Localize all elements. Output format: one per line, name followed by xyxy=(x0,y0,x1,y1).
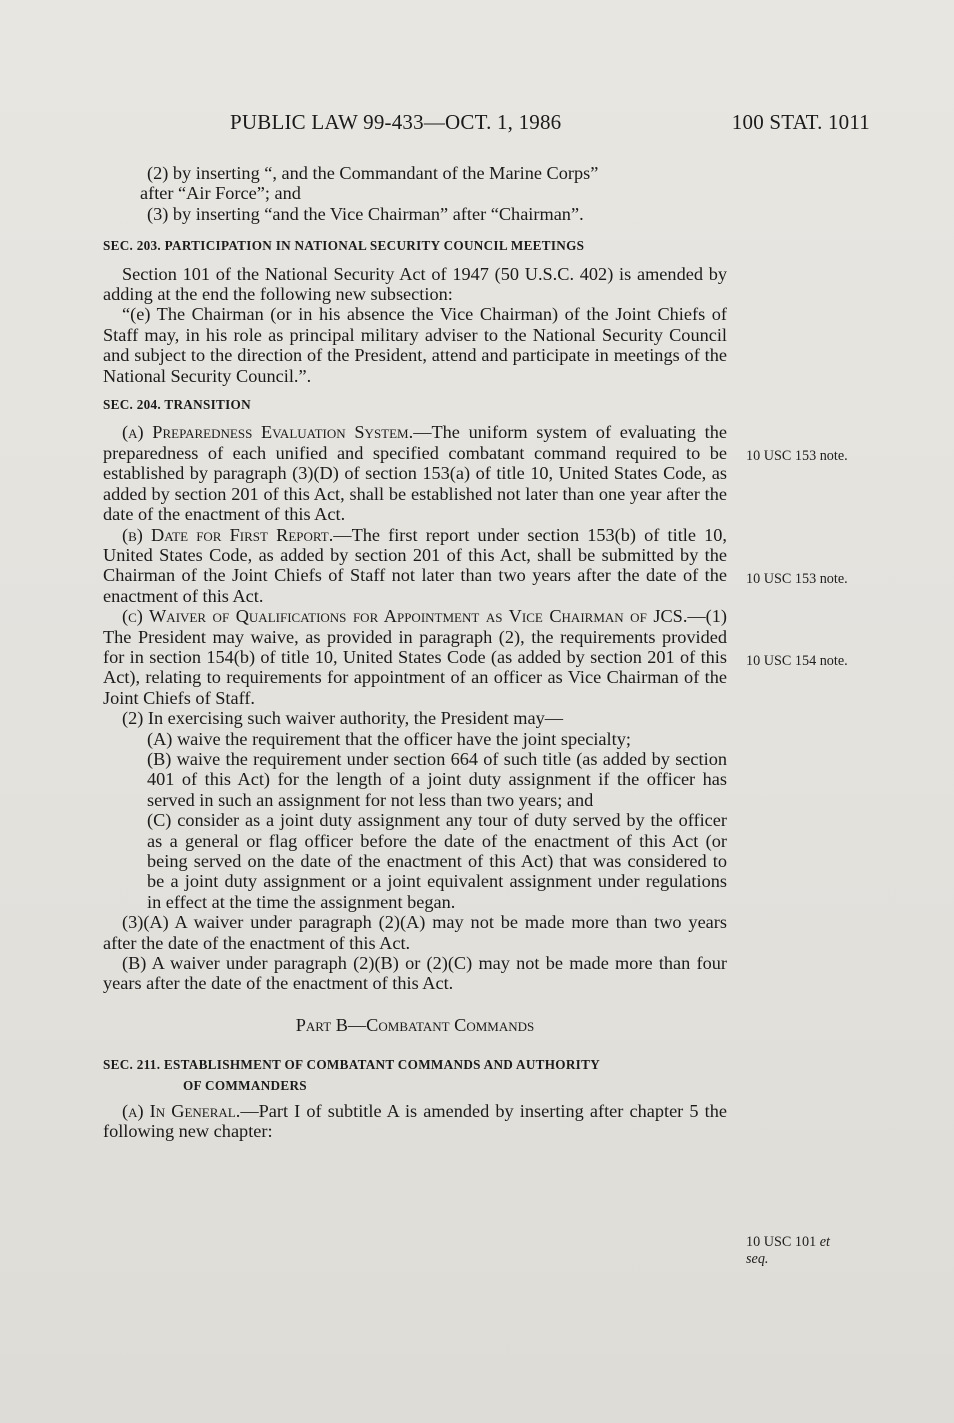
sec-203-body-1: Section 101 of the National Security Act of 1947 (50 U.S.C. 402) is amended by adding at the end the following new subsection: xyxy=(103,263,727,305)
page-header xyxy=(230,110,870,140)
sec-204-a xyxy=(103,422,727,524)
para-2-line2: after “Air Force”; and xyxy=(140,183,301,204)
para-3: (3) by inserting “and the Vice Chairman” after “Chairman”. xyxy=(147,203,584,224)
sec-211-heading-line1: SEC. 211. ESTABLISHMENT OF COMBATANT COMMANDS AND AUTHORITY xyxy=(103,1057,601,1073)
sec-204-c-2-B: (B) waive the requirement under section 664 of such title (as added by section 401 of this Act) for the length of a joint duty assignment if the officer has served in such an assignment for not less than two years; and xyxy=(147,748,727,810)
sec-211-a xyxy=(103,1101,727,1142)
sec-204-b xyxy=(103,525,727,607)
sec-204-c-3-B: (B) A waiver under paragraph (2)(B) or (2)(C) may not be made more than four years after the date of the enactment of this Act. xyxy=(103,953,727,994)
sec-204-heading: SEC. 204. TRANSITION xyxy=(103,397,251,413)
sec-211-a-text: —Part I of subtitle A is amended by inserting after chapter 5 the following new chapter: xyxy=(103,1101,727,1142)
para-2-line1: (2) by inserting “, and the Commandant of the Marine Corps” xyxy=(147,163,599,183)
margin-note-4-seq: seq. xyxy=(746,1251,769,1267)
sec-203-body-2: “(e) The Chairman (or in his absence the Vice Chairman) of the Joint Chiefs of Staff may, in his role as principal military adviser to the National Security Council and subject to the direction of the President, attend and participate in meetings of the National Security Council.”. xyxy=(103,304,727,386)
header-stat: 100 STAT. 1011 xyxy=(731,110,870,134)
margin-note-4 xyxy=(746,1234,830,1268)
margin-note-4-et: et xyxy=(819,1234,830,1250)
sec-211-heading xyxy=(103,1055,727,1096)
sec-204-c-2-C: (C) consider as a joint duty assignment any tour of duty served by the officer as a general or flag officer before the date of the enactment of this Act (or being served on the date of the enactment of this Act) that was considered to be a joint duty assignment or a joint equivalent assignment under regulations in effect at the time the assignment began. xyxy=(147,810,727,912)
margin-note-1: 10 USC 153 note. xyxy=(746,448,848,464)
sec-204-c-2-A: (A) waive the requirement that the officer have the joint specialty; xyxy=(147,728,631,749)
sec-204-a-text: —The uniform system of evaluating the preparedness of each unified and specified combatant command required to be established by paragraph (3)(D) of section 153(a) of title 10, United States Code, as added by section 201 of this Act, shall be established not later than one year after the date of the enactment of this Act. xyxy=(103,422,728,525)
sec-204-c-text: —(1) The President may waive, as provided in paragraph (2), the requirements provided for in section 154(b) of title 10, United States Code (as added by section 201 of this Act), relating to requirements for appointment of an officer as Vice Chairman of the Joint Chiefs of Staff. xyxy=(103,606,727,708)
sec-204-b-text: —The first report under section 153(b) of title 10, United States Code, as added by section 201 of this Act, shall be submitted by the Chairman of the Joint Chiefs of Staff not later than two years after the date of the enactment of this Act. xyxy=(103,524,727,606)
margin-note-2: 10 USC 153 note. xyxy=(746,571,848,587)
margin-note-3: 10 USC 154 note. xyxy=(746,653,848,669)
sec-204-c-2-intro: (2) In exercising such waiver authority, the President may— xyxy=(122,708,563,729)
sec-204-c-3-A: (3)(A) A waiver under paragraph (2)(A) may not be made more than two years after the date of the enactment of this Act. xyxy=(103,912,727,953)
part-b-title: Part B—Combatant Commands xyxy=(295,1014,535,1035)
sec-204-b-label: (b) Date for First Report. xyxy=(122,524,334,545)
sec-211-heading-line2: OF COMMANDERS xyxy=(183,1077,307,1093)
sec-204-a-label: (a) Preparedness Evaluation System. xyxy=(122,422,414,443)
sec-203-heading: SEC. 203. PARTICIPATION IN NATIONAL SECURITY COUNCIL MEETINGS xyxy=(103,238,585,254)
header-title: PUBLIC LAW 99-433—OCT. 1, 1986 xyxy=(230,110,562,134)
sec-204-c xyxy=(103,606,727,708)
margin-note-4-main: 10 USC 101 xyxy=(746,1234,817,1250)
sec-204-c-label: (c) Waiver of Qualifications for Appointment as Vice Chairman of JCS. xyxy=(122,606,688,627)
sec-211-a-label: (a) In General. xyxy=(122,1101,241,1122)
document-body xyxy=(103,163,727,1142)
